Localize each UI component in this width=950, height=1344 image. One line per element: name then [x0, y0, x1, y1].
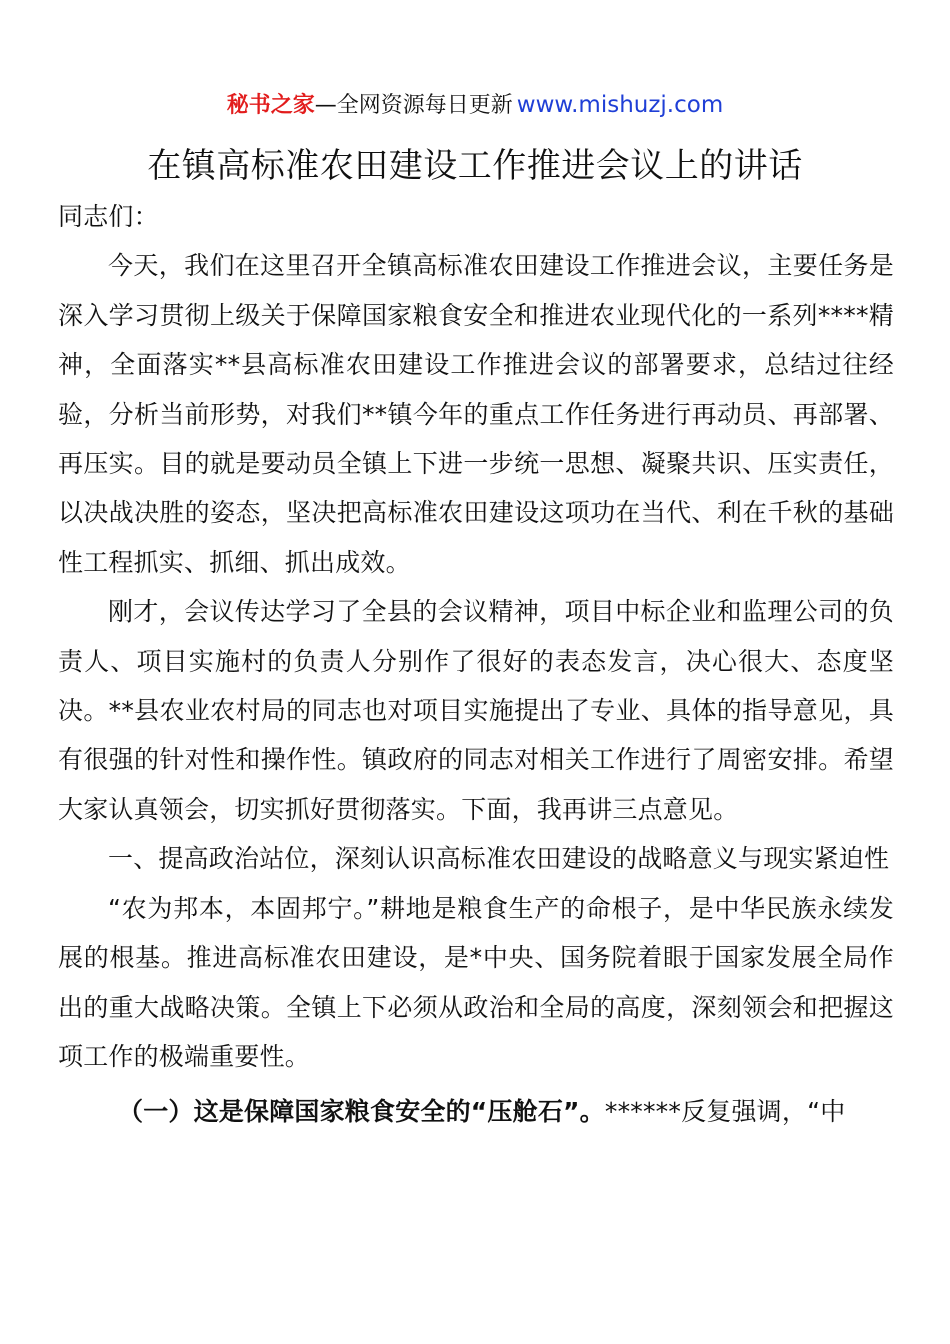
- section-heading-1: 一、提高政治站位，深刻认识高标准农田建设的战略意义与现实紧迫性: [108, 844, 890, 874]
- header-tagline: —全网资源每日更新: [314, 93, 513, 118]
- site-url-link[interactable]: www.mishuzj.com: [516, 92, 724, 118]
- paragraph-2: 刚才，会议传达学习了全县的会议精神，项目中标企业和监理公司的负责人、项目实施村的负责人分别作了很好的表态发言，决心很大、态度坚决。**县农业农村局的同志也对项目实施提出了专业、具体的指导意见，具有很强的针对性和操作性。镇政府的同志对相关工作进行了周密安排。希望大家认真领会，切实抓好贯彻落实。下面，我再讲三点意见。: [58, 597, 894, 824]
- salutation: 同志们：: [58, 202, 159, 231]
- document-body: [58, 192, 894, 1137]
- document-title: 在镇高标准农田建设工作推进会议上的讲话: [147, 146, 803, 186]
- site-header: [0, 88, 950, 123]
- subheading-1-bold: （一）这是保障国家粮食安全的“压舱石”。: [118, 1097, 605, 1127]
- subheading-1: [58, 1087, 894, 1136]
- brand-name: 秘书之家: [226, 93, 315, 118]
- subheading-1-text: ******反复强调，“中: [604, 1097, 846, 1127]
- paragraph-1: 今天，我们在这里召开全镇高标准农田建设工作推进会议，主要任务是深入学习贯彻上级关于保障国家粮食安全和推进农业现代化的一系列****精神，全面落实**县高标准农田建设工作推进会议的部署要求，总结过往经验，分析当前形势，对我们**镇今年的重点工作任务进行再动员、再部署、再压实。目的就是要动员全镇上下进一步统一思想、凝聚共识、压实责任，以决战决胜的姿态，坚决把高标准农田建设这项功在当代、利在千秋的基础性工程抓实、抓细、抓出成效。: [58, 251, 894, 577]
- section-1-paragraph: “农为邦本，本固邦宁。”耕地是粮食生产的命根子，是中华民族永续发展的根基。推进高标准农田建设，是*中央、国务院着眼于国家发展全局作出的重大战略决策。全镇上下必须从政治和全局的高度，深刻领会和把握这项工作的极端重要性。: [58, 893, 894, 1071]
